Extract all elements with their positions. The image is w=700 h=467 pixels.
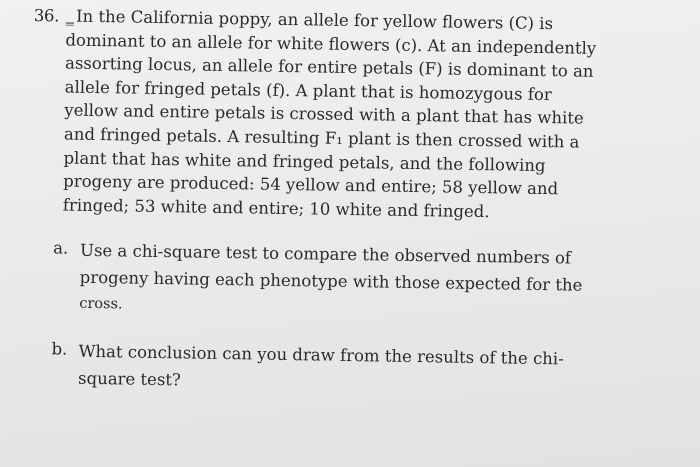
part-b-label: b. — [51, 339, 68, 359]
stem-line: allele for fringed petals (f). A plant that is homozygous for — [64, 77, 552, 104]
part-a-text — [79, 237, 660, 327]
stem-line: _ In the California poppy, an allele for yellow flowers (C) is — [65, 6, 554, 34]
part-b — [51, 338, 659, 402]
stem-line: progeny are produced: 54 yellow and entire; 58 yellow and — [63, 171, 559, 199]
problem-number-text: 36. — [33, 5, 60, 26]
part-a — [52, 237, 660, 328]
stem-line: fringed; 53 white and entire; 10 white and fringed. — [62, 195, 490, 221]
stem-line: dominant to an allele for white flowers (c). At an independently — [65, 30, 597, 58]
stem-line: and fringed petals. A resulting F₁ plant is then crossed with a — [63, 124, 580, 152]
stem-line: yellow and entire petals is crossed with a plant that has white — [64, 100, 584, 129]
problem-36 — [28, 4, 664, 421]
problem-number — [31, 4, 66, 217]
problem-stem-block — [31, 4, 664, 226]
part-a-label: a. — [53, 238, 69, 258]
part-line: square test? — [77, 369, 181, 390]
part-b-text — [78, 338, 659, 401]
problem-parts — [28, 236, 660, 401]
part-line: progeny having each phenotype with those expected for the — [79, 268, 583, 295]
part-line: What conclusion can you draw from the results of the chi- — [78, 342, 564, 369]
stem-line: plant that has white and fringed petals, and the following — [63, 148, 546, 175]
stem-line: assorting locus, an allele for entire petals (F) is dominant to an — [64, 53, 594, 81]
question-marker: _ — [65, 6, 75, 26]
part-line: Use a chi-square test to compare the observed numbers of — [79, 241, 572, 268]
part-line: cross. — [79, 296, 123, 313]
problem-stem — [63, 5, 664, 227]
